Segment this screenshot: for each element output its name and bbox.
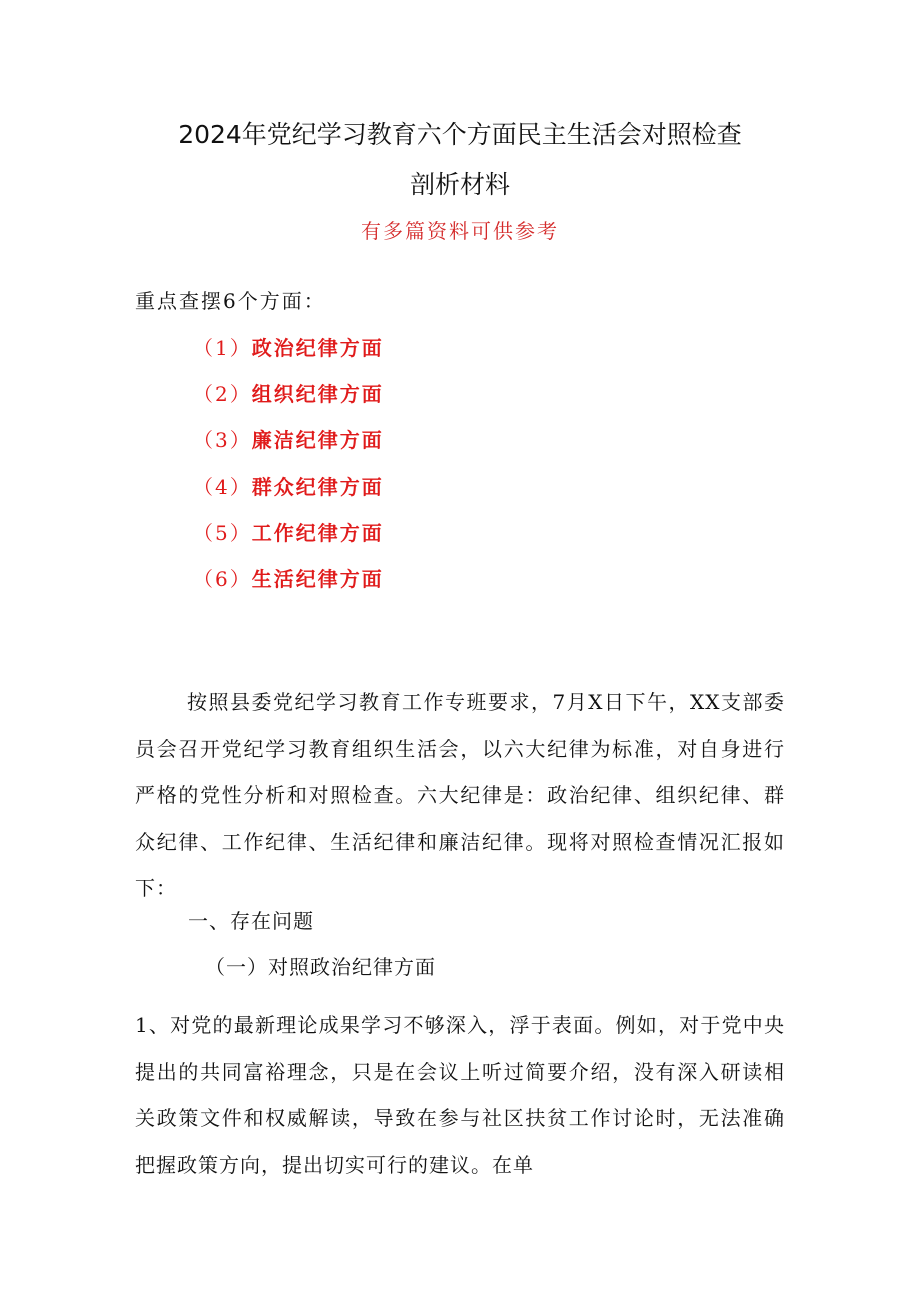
document-title-line1: 2024年党纪学习教育六个方面民主生活会对照检查 [178, 120, 742, 149]
aspect-item: （5）工作纪律方面 [193, 521, 384, 545]
subsection-heading: （一）对照政治纪律方面 [205, 955, 436, 979]
focus-intro: 重点查摆6个方面： [135, 289, 326, 313]
aspect-item: （2）组织纪律方面 [193, 382, 384, 406]
aspect-item: （4）群众纪律方面 [193, 475, 384, 499]
aspect-item: （3）廉洁纪律方面 [193, 428, 384, 452]
document-title-line2: 剖析材料 [409, 170, 510, 199]
aspect-item: （1）政治纪律方面 [193, 336, 384, 360]
point-paragraph: 1、对党的最新理论成果学习不够深入，浮于表面。例如，对于党中央提出的共同富裕理念，只是在会议上听过简要介绍，没有深入研读相关政策文件和权威解读，导致在参与社区扶贫工作讨论时，无法准确把握政策方向，提出切实可行的建议。在单 [135, 1013, 785, 1177]
aspect-item: （6）生活纪律方面 [193, 567, 384, 591]
document-subtitle: 有多篇资料可供参考 [361, 219, 559, 243]
intro-paragraph: 按照县委党纪学习教育工作专班要求，7月X日下午，XX支部委员会召开党纪学习教育组织生活会，以六大纪律为标准，对自身进行严格的党性分析和对照检查。六大纪律是：政治纪律、组织纪律、群众纪律、工作纪律、生活纪律和廉洁纪律。现将对照检查情况汇报如下： [135, 690, 785, 900]
section-heading: 一、存在问题 [188, 909, 314, 933]
